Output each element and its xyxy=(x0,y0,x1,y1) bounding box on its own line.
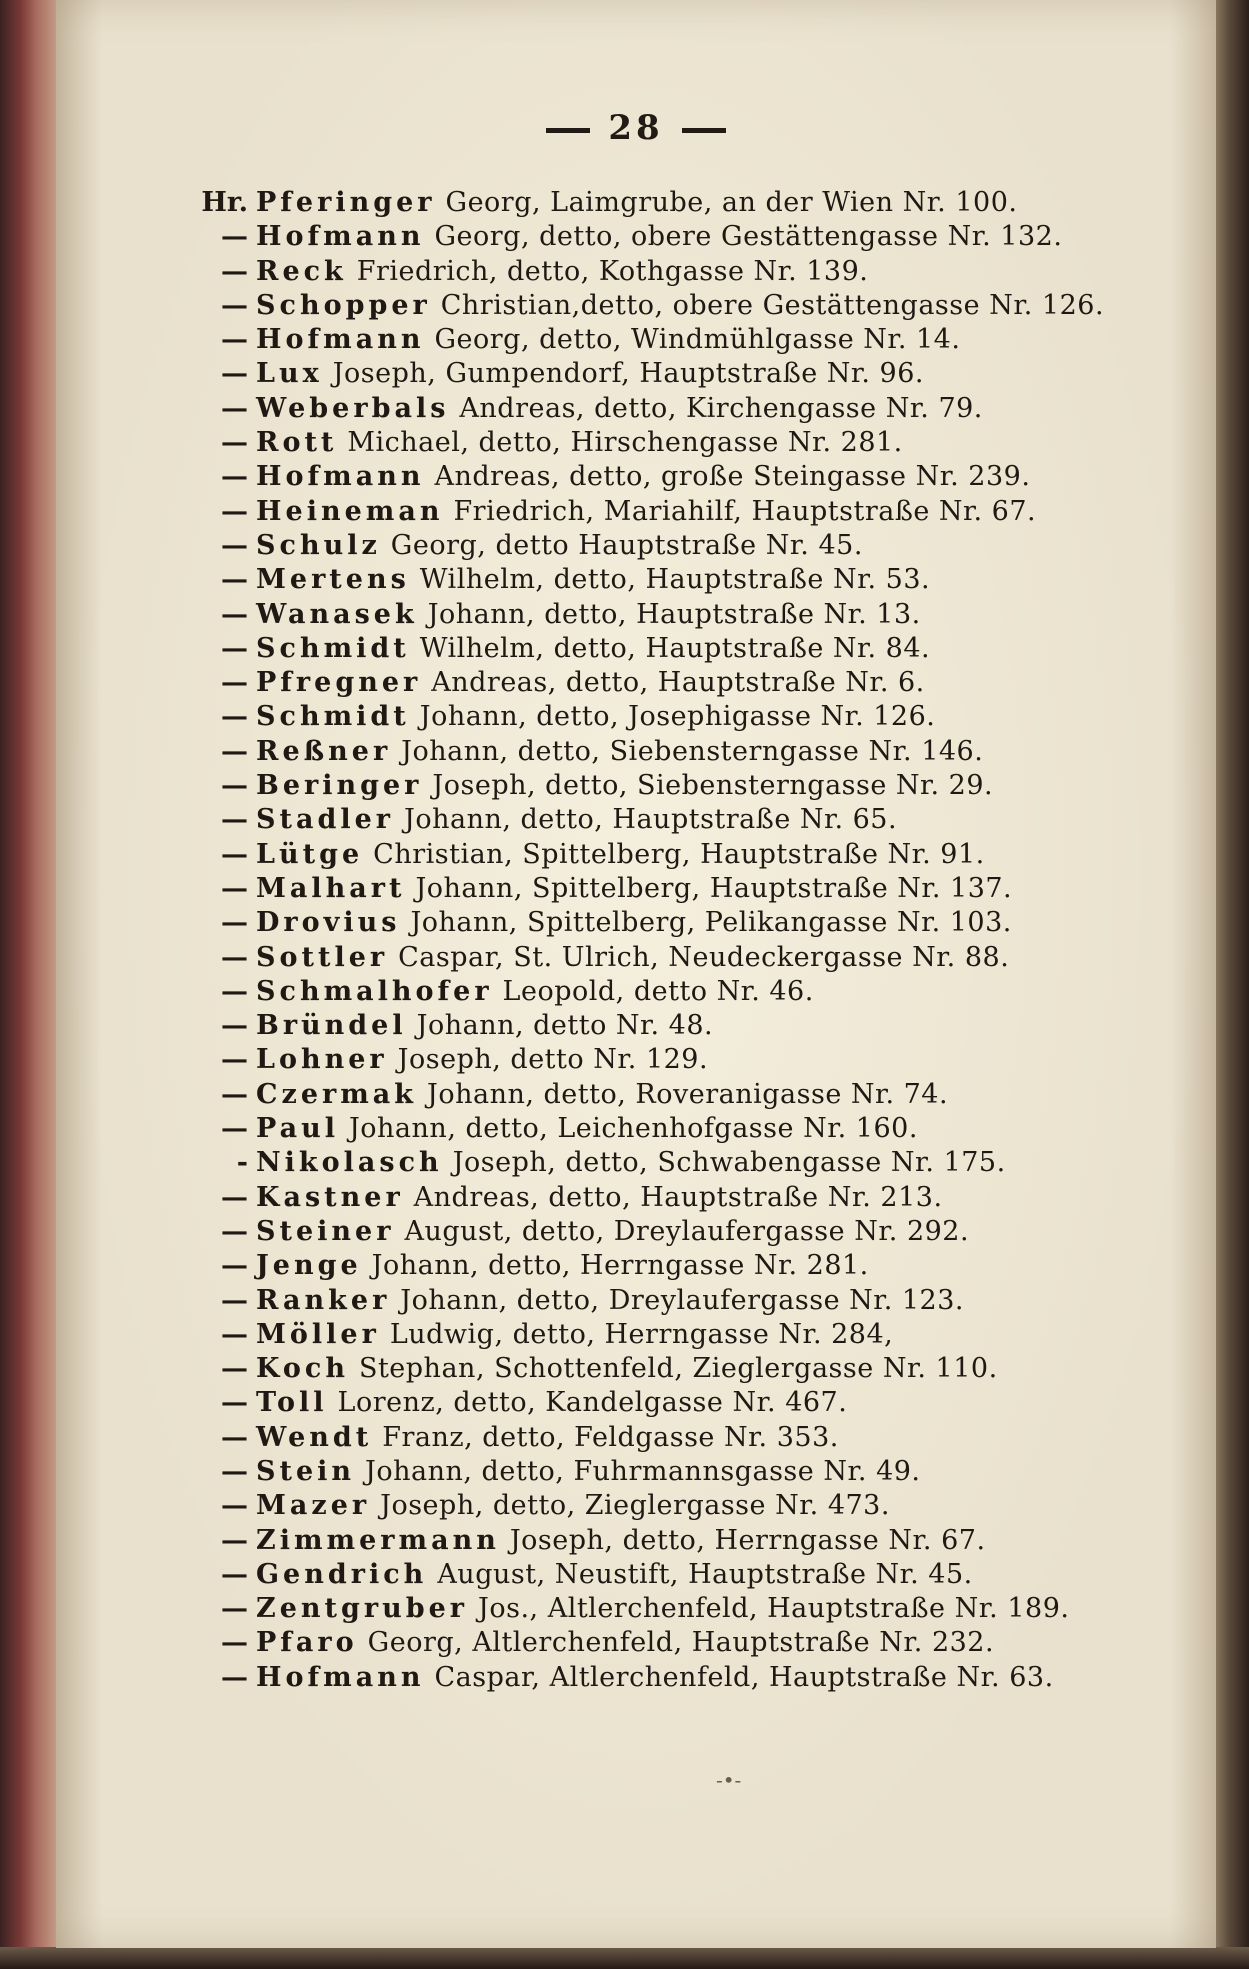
entry-surname: Schmidt xyxy=(256,632,410,664)
entry-marker: — xyxy=(221,1387,248,1419)
entry-surname: Rott xyxy=(256,427,338,459)
entry-details: Caspar, Altlerchenfeld, Hauptstraße Nr. 63. xyxy=(434,1661,1054,1693)
list-item xyxy=(221,289,1236,323)
header-dash-right xyxy=(682,128,726,133)
list-item xyxy=(221,803,1236,837)
entry-surname: Lohner xyxy=(256,1044,388,1076)
entry-surname: Reck xyxy=(256,255,347,287)
entry-marker: — xyxy=(221,735,248,767)
list-item xyxy=(221,1386,1236,1420)
entry-surname: Toll xyxy=(256,1387,328,1419)
list-item xyxy=(221,392,1236,426)
entry-marker: — xyxy=(221,461,248,493)
entry-details: Georg, detto Hauptstraße Nr. 45. xyxy=(390,529,863,561)
entry-details: Johann, detto, Hauptstraße Nr. 13. xyxy=(427,598,921,630)
entry-marker: — xyxy=(221,324,248,356)
entry-details: Johann, detto, Leichenhofgasse Nr. 160. xyxy=(348,1113,918,1145)
list-item xyxy=(221,220,1236,254)
entry-marker: — xyxy=(221,1113,248,1145)
entry-marker: — xyxy=(221,1318,248,1350)
entry-surname: Heineman xyxy=(256,495,444,527)
entry-surname: Schulz xyxy=(256,529,381,561)
entry-surname: Stadler xyxy=(256,804,395,836)
entry-marker: - xyxy=(236,1147,248,1179)
entry-details: Johann, detto, Herrngasse Nr. 281. xyxy=(371,1250,869,1282)
entry-surname: Gendrich xyxy=(256,1558,428,1590)
entry-details: Ludwig, detto, Herrngasse Nr. 284, xyxy=(389,1318,894,1350)
list-item xyxy=(221,975,1236,1009)
list-item xyxy=(221,426,1236,460)
entry-marker: — xyxy=(221,1250,248,1282)
entry-marker: Hr. xyxy=(201,187,248,218)
list-item xyxy=(221,460,1236,494)
entry-marker: — xyxy=(221,495,248,527)
list-item xyxy=(221,700,1236,734)
page-header xyxy=(56,108,1216,148)
entry-surname: Wendt xyxy=(256,1421,373,1453)
list-item xyxy=(221,495,1236,529)
entry-surname: Stein xyxy=(256,1455,356,1487)
entry-surname: Pferinger xyxy=(256,187,436,218)
entry-marker: — xyxy=(221,1661,248,1693)
entry-marker: — xyxy=(221,770,248,802)
entry-details: Joseph, detto, Zieglergasse Nr. 473. xyxy=(380,1490,890,1522)
entry-marker: — xyxy=(221,975,248,1007)
entry-surname: Schmalhofer xyxy=(256,975,493,1007)
entry-surname: Hofmann xyxy=(256,324,425,356)
entry-marker: — xyxy=(221,358,248,390)
list-item xyxy=(201,186,1236,220)
entry-details: Caspar, St. Ulrich, Neudeckergasse Nr. 88. xyxy=(398,941,1010,973)
entry-details: Johann, detto, Josephigasse Nr. 126. xyxy=(419,701,936,733)
entry-surname: Nikolasch xyxy=(256,1147,443,1179)
list-item xyxy=(221,529,1236,563)
entry-surname: Lux xyxy=(256,358,323,390)
entry-details: Michael, detto, Hirschengasse Nr. 281. xyxy=(347,427,903,459)
entry-surname: Sottler xyxy=(256,941,389,973)
entry-marker: — xyxy=(221,872,248,904)
list-item xyxy=(221,838,1236,872)
entry-details: Johann, detto Nr. 48. xyxy=(416,1010,714,1042)
entry-marker: — xyxy=(221,1181,248,1213)
entry-details: Joseph, Gumpendorf, Hauptstraße Nr. 96. xyxy=(332,358,924,390)
entry-surname: Schmidt xyxy=(256,701,410,733)
page-number: 28 xyxy=(608,108,664,148)
entry-surname: Möller xyxy=(256,1318,380,1350)
list-item xyxy=(221,1489,1236,1523)
entry-details: Georg, Altlerchenfeld, Hauptstraße Nr. 232. xyxy=(367,1627,995,1659)
entry-marker: — xyxy=(221,1044,248,1076)
entry-details: Andreas, detto, große Steingasse Nr. 239. xyxy=(434,461,1031,493)
entry-marker: — xyxy=(221,701,248,733)
entry-surname: Pfaro xyxy=(256,1627,358,1659)
entry-surname: Ranker xyxy=(256,1284,391,1316)
list-item xyxy=(236,1146,1236,1180)
entry-marker: — xyxy=(221,1455,248,1487)
list-item xyxy=(221,769,1236,803)
entry-marker: — xyxy=(221,1421,248,1453)
entry-details: Johann, detto, Siebensterngasse Nr. 146. xyxy=(401,735,984,767)
entry-details: Lorenz, detto, Kandelgasse Nr. 467. xyxy=(337,1387,848,1419)
list-item xyxy=(221,1043,1236,1077)
entry-marker: — xyxy=(221,427,248,459)
entry-marker: — xyxy=(221,1593,248,1625)
list-item xyxy=(221,1249,1236,1283)
list-item xyxy=(221,255,1236,289)
list-item xyxy=(221,1181,1236,1215)
list-item xyxy=(221,1318,1236,1352)
entry-marker: — xyxy=(221,221,248,253)
entry-marker: — xyxy=(221,392,248,424)
book-page xyxy=(56,0,1216,1948)
entry-surname: Weberbals xyxy=(256,392,450,424)
entry-details: Johann, detto, Hauptstraße Nr. 65. xyxy=(404,804,898,836)
list-item xyxy=(221,1455,1236,1489)
entry-marker: — xyxy=(221,564,248,596)
entry-details: Joseph, detto, Herrngasse Nr. 67. xyxy=(509,1524,986,1556)
entry-surname: Steiner xyxy=(256,1215,395,1247)
list-item xyxy=(221,872,1236,906)
entry-marker: — xyxy=(221,529,248,561)
entry-surname: Wanasek xyxy=(256,598,418,630)
list-item xyxy=(221,323,1236,357)
entry-details: Johann, detto, Dreylaufergasse Nr. 123. xyxy=(400,1284,964,1316)
entry-details: Johann, detto, Fuhrmannsgasse Nr. 49. xyxy=(365,1455,921,1487)
list-item xyxy=(221,598,1236,632)
entry-surname: Reßner xyxy=(256,735,392,767)
entry-surname: Pfregner xyxy=(256,667,422,699)
list-item xyxy=(221,357,1236,391)
list-item xyxy=(221,1284,1236,1318)
list-item xyxy=(221,1592,1236,1626)
entry-details: August, Neustift, Hauptstraße Nr. 45. xyxy=(437,1558,973,1590)
entry-details: Georg, Laimgrube, an der Wien Nr. 100. xyxy=(445,187,1018,218)
entry-surname: Schopper xyxy=(256,289,431,321)
entry-marker: — xyxy=(221,1010,248,1042)
entry-marker: — xyxy=(221,632,248,664)
list-item xyxy=(221,1661,1236,1695)
entry-surname: Koch xyxy=(256,1353,349,1385)
entry-details: Johann, Spittelberg, Pelikangasse Nr. 103. xyxy=(410,907,1012,939)
list-item xyxy=(221,906,1236,940)
entry-details: Leopold, detto Nr. 46. xyxy=(502,975,814,1007)
list-item xyxy=(221,563,1236,597)
entry-marker: — xyxy=(221,1078,248,1110)
entry-surname: Drovius xyxy=(256,907,401,939)
header-dash-left xyxy=(546,128,590,133)
entry-details: Franz, detto, Feldgasse Nr. 353. xyxy=(382,1421,839,1453)
entry-surname: Zentgruber xyxy=(256,1593,469,1625)
entry-details: Wilhelm, detto, Hauptstraße Nr. 84. xyxy=(419,632,931,664)
list-item xyxy=(221,1626,1236,1660)
entry-details: August, detto, Dreylaufergasse Nr. 292. xyxy=(404,1215,970,1247)
list-item xyxy=(221,1215,1236,1249)
entry-details: Friedrich, Mariahilf, Hauptstraße Nr. 67. xyxy=(453,495,1037,527)
entry-marker: — xyxy=(221,1627,248,1659)
entry-surname: Zimmermann xyxy=(256,1524,500,1556)
list-item xyxy=(221,1352,1236,1386)
list-item xyxy=(221,1558,1236,1592)
page-footer-mark: -•- xyxy=(716,1768,742,1792)
entry-details: Jos., Altlerchenfeld, Hauptstraße Nr. 189. xyxy=(478,1593,1070,1625)
list-item xyxy=(221,941,1236,975)
book-binding-edge xyxy=(0,0,60,1969)
entry-surname: Hofmann xyxy=(256,221,425,253)
entry-details: Andreas, detto, Hauptstraße Nr. 6. xyxy=(431,667,925,699)
entry-details: Johann, Spittelberg, Hauptstraße Nr. 137. xyxy=(415,872,1013,904)
entry-details: Wilhelm, detto, Hauptstraße Nr. 53. xyxy=(419,564,931,596)
entry-surname: Jenge xyxy=(256,1250,362,1282)
list-item xyxy=(221,1009,1236,1043)
list-item xyxy=(221,1421,1236,1455)
entry-surname: Kastner xyxy=(256,1181,404,1213)
entry-marker: — xyxy=(221,1524,248,1556)
entry-surname: Hofmann xyxy=(256,461,425,493)
entry-details: Stephan, Schottenfeld, Zieglergasse Nr. 110. xyxy=(358,1353,998,1385)
entry-surname: Malhart xyxy=(256,872,406,904)
list-item xyxy=(221,1112,1236,1146)
entry-details: Joseph, detto, Siebensterngasse Nr. 29. xyxy=(432,770,994,802)
entry-marker: — xyxy=(221,598,248,630)
entry-marker: — xyxy=(221,941,248,973)
list-item xyxy=(221,1524,1236,1558)
entry-details: Andreas, detto, Hauptstraße Nr. 213. xyxy=(413,1181,943,1213)
entry-surname: Hofmann xyxy=(256,1661,425,1693)
entry-details: Georg, detto, Windmühlgasse Nr. 14. xyxy=(434,324,961,356)
entry-details: Joseph, detto Nr. 129. xyxy=(397,1044,709,1076)
entry-marker: — xyxy=(221,289,248,321)
entry-surname: Mazer xyxy=(256,1490,371,1522)
entry-details: Joseph, detto, Schwabengasse Nr. 175. xyxy=(452,1147,1006,1179)
list-item xyxy=(221,666,1236,700)
entry-marker: — xyxy=(221,1490,248,1522)
list-item xyxy=(221,1078,1236,1112)
list-item xyxy=(221,632,1236,666)
entry-details: Christian, Spittelberg, Hauptstraße Nr. 91. xyxy=(373,838,985,870)
entry-surname: Bründel xyxy=(256,1010,407,1042)
entry-surname: Lütge xyxy=(256,838,364,870)
entry-marker: — xyxy=(221,1558,248,1590)
entry-marker: — xyxy=(221,838,248,870)
entry-marker: — xyxy=(221,1215,248,1247)
entry-details: Georg, detto, obere Gestättengasse Nr. 132. xyxy=(434,221,1063,253)
entry-surname: Beringer xyxy=(256,770,423,802)
entry-marker: — xyxy=(221,255,248,287)
entry-marker: — xyxy=(221,804,248,836)
entry-surname: Czermak xyxy=(256,1078,417,1110)
entry-details: Andreas, detto, Kirchengasse Nr. 79. xyxy=(459,392,983,424)
entry-marker: — xyxy=(221,667,248,699)
entry-surname: Paul xyxy=(256,1113,339,1145)
entry-marker: — xyxy=(221,1284,248,1316)
entry-details: Friedrich, detto, Kothgasse Nr. 139. xyxy=(356,255,869,287)
directory-list xyxy=(201,186,1236,1695)
entry-marker: — xyxy=(221,907,248,939)
entry-marker: — xyxy=(221,1353,248,1385)
book-bottom-edge xyxy=(0,1947,1249,1969)
entry-surname: Mertens xyxy=(256,564,410,596)
entry-details: Christian,detto, obere Gestättengasse Nr. 126. xyxy=(440,289,1105,321)
list-item xyxy=(221,735,1236,769)
entry-details: Johann, detto, Roveranigasse Nr. 74. xyxy=(427,1078,949,1110)
